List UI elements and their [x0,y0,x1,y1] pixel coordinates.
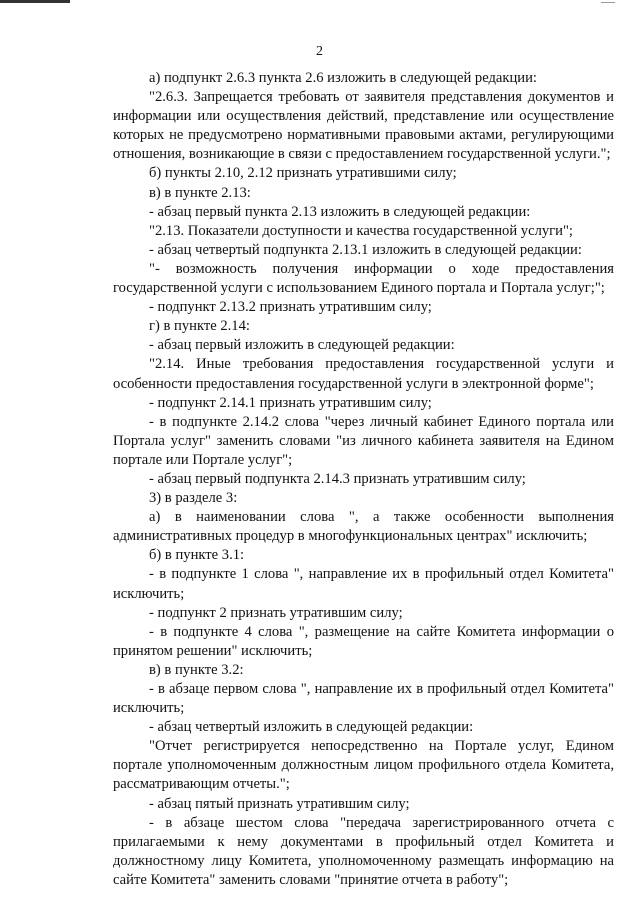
paragraph: б) в пункте 3.1: [149,547,245,564]
paragraph: в) в пункте 2.13: [149,184,251,201]
paragraph: а) подпункт 2.6.3 пункта 2.6 изложить в следующей редакции: [149,70,537,86]
paragraph: - абзац первый подпункта 2.14.3 признать утратившим силу; [149,470,526,487]
paragraph: - в подпункте 1 слова ", направление их в профильный отдел Комитета" исключить; [113,566,614,602]
paragraph: - в абзаце шестом слова "передача зарегистрированного отчета с прилагаемыми к нему документами в профильный отдел Комитета и должностному лицу Комитета, уполномоченному размещать информацию на сайте Комитета" заменить словами "принятие отчета в работу"; [113,814,614,888]
paragraph: а) в наименовании слова ", а также особенности выполнения административных процедур в многофункциональных центрах" исключить; [113,509,614,545]
paragraph: - в абзаце первом слова ", направление их в профильный отдел Комитета" исключить; [113,681,614,717]
paragraph: г) в пункте 2.14: [149,318,250,335]
paragraph: - абзац первый изложить в следующей редакции: [149,337,455,354]
paragraph: - подпункт 2 признать утратившим силу; [149,604,403,621]
scan-edge-mark [0,0,70,3]
paragraph: 3) в разделе 3: [149,490,238,507]
paragraph: - абзац четвертый изложить в следующей редакции: [149,719,474,736]
scan-edge-mark [601,2,615,3]
paragraph: - абзац четвертый подпункта 2.13.1 изложить в следующей редакции: [149,241,582,258]
paragraph: - подпункт 2.14.1 признать утратившим силу; [149,394,432,411]
paragraph: - абзац первый пункта 2.13 изложить в следующей редакции: [149,203,531,220]
paragraph: - в подпункте 4 слова ", размещение на сайте Комитета информации о принятом решении" исключить; [113,623,614,659]
paragraph: "2.14. Иные требования предоставления государственной услуги и особенности предоставления государственной услуги в электронной форме"; [113,356,614,392]
page-number: 2 [316,44,323,59]
paragraph: "Отчет регистрируется непосредственно на Портале услуг, Едином портале уполномоченным должностным лицом профильного отдела Комитета, рассматривающим отчеты."; [113,738,614,793]
paragraph: "2.6.3. Запрещается требовать от заявителя представления документов и информации или осуществления действий, представление или осуществление которых не предусмотрено нормативными правовыми актами, регулирующими отношения, возникающие в связи с предоставлением государственной услуги."; [113,89,614,163]
paragraph: в) в пункте 3.2: [149,661,244,678]
document-body [113,69,614,890]
paragraph: - абзац пятый признать утратившим силу; [149,795,410,812]
paragraph: "- возможность получения информации о ходе предоставления государственной услуги с использованием Единого портала и Портала услуг;"; [113,260,614,297]
paragraph: "2.13. Показатели доступности и качества государственной услуги"; [149,222,573,239]
paragraph: - подпункт 2.13.2 признать утратившим силу; [149,299,432,316]
paragraph: - в подпункте 2.14.2 слова "через личный кабинет Единого портала или Портала услуг" заменить словами "из личного кабинета заявителя на Едином портале или Портале услуг"; [113,413,614,468]
paragraph: б) пункты 2.10, 2.12 признать утратившими силу; [149,165,457,182]
